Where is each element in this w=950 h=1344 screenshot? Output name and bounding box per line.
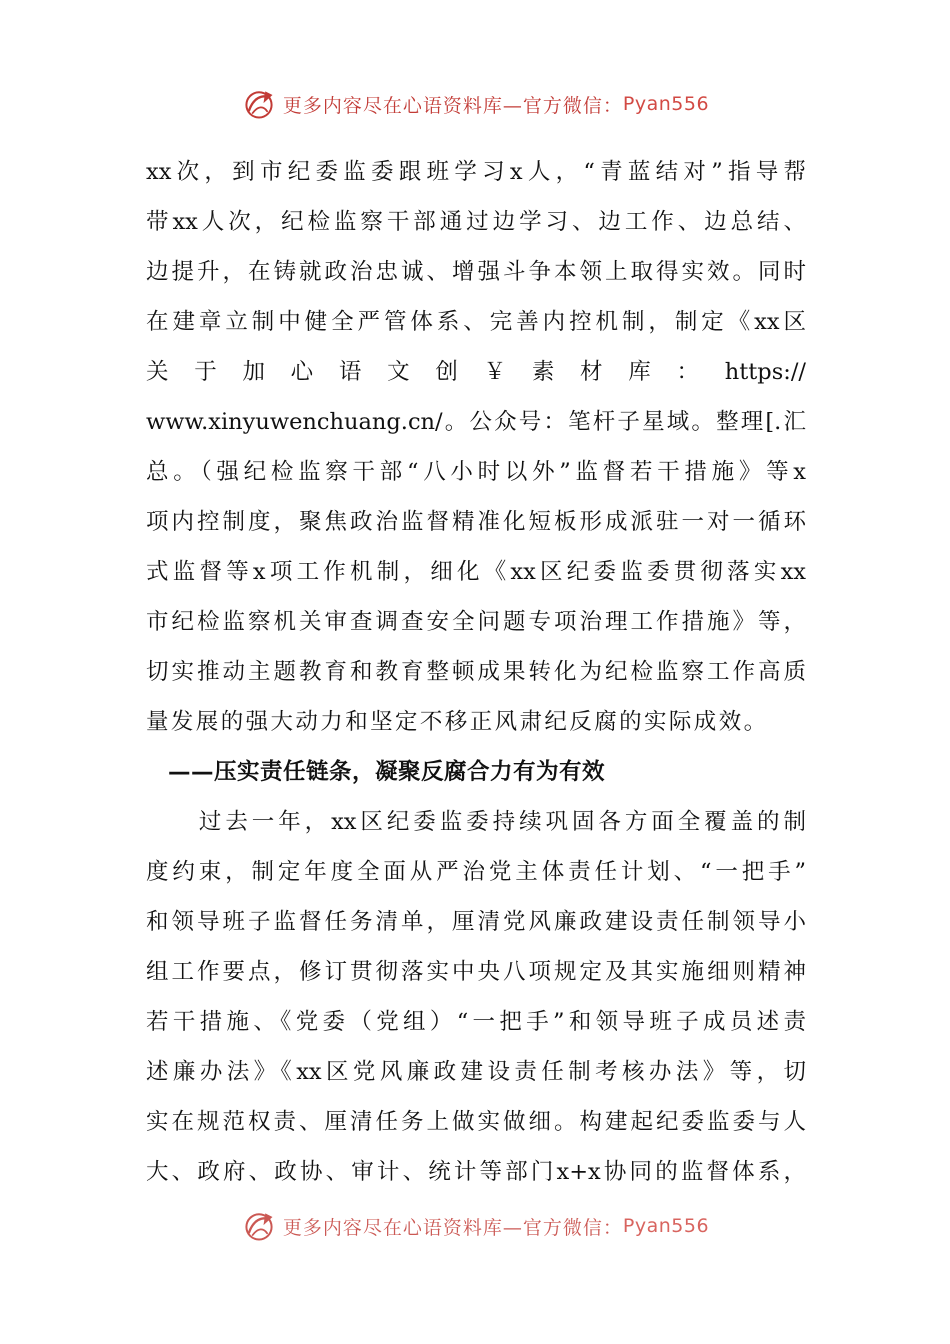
body-line: 在建章立制中健全严管体系、完善内控机制，制定《xx区 xyxy=(146,309,806,335)
body-line: 边提升，在铸就政治忠诚、增强斗争本领上取得实效。同时 xyxy=(146,259,806,285)
body-line: 带xx人次，纪检监察干部通过边学习、边工作、边总结、 xyxy=(146,209,806,235)
body-line: 组工作要点，修订贯彻落实中央八项规定及其实施细则精神 xyxy=(146,959,806,985)
body-line: 量发展的强大动力和坚定不移正风肃纪反腐的实际成效。 xyxy=(146,709,769,735)
header-watermark xyxy=(0,84,950,124)
watermark-handle: Pyan556 xyxy=(622,93,710,115)
calligraphy-logo-icon xyxy=(241,1208,277,1244)
body-line: 度约束，制定年度全面从严治党主体责任计划、“一把手” xyxy=(146,859,806,885)
body-line: 总。（强纪检监察干部“八小时以外”监督若干措施》等x xyxy=(146,459,806,485)
body-line: 过去一年，xx区纪委监委持续巩固各方面全覆盖的制 xyxy=(146,809,806,835)
calligraphy-logo-icon xyxy=(241,86,277,122)
body-line: www.xinyuwenchuang.cn/。公众号：笔杆子星域。整理[.汇 xyxy=(146,409,806,435)
body-line: 和领导班子监督任务清单，厘清党风廉政建设责任制领导小 xyxy=(146,909,806,935)
section-heading: ——压实责任链条，凝聚反腐合力有为有效 xyxy=(168,759,606,785)
body-line: xx次，到市纪委监委跟班学习x人，“青蓝结对”指导帮 xyxy=(146,159,806,185)
body-line: 若干措施、《党委（党组）“一把手”和领导班子成员述责 xyxy=(146,1009,806,1035)
body-line: 项内控制度，聚焦政治监督精准化短板形成派驻一对一循环 xyxy=(146,509,806,535)
body-line: 大、政府、政协、审计、统计等部门x+x协同的监督体系， xyxy=(146,1159,806,1185)
document-body xyxy=(146,147,806,1197)
body-line: 切实推动主题教育和教育整顿成果转化为纪检监察工作高质 xyxy=(146,659,806,685)
body-line: 实在规范权责、厘清任务上做实做细。构建起纪委监委与人 xyxy=(146,1109,806,1135)
footer-watermark xyxy=(0,1206,950,1246)
watermark-text: 更多内容尽在心语资料库—官方微信： xyxy=(282,94,623,117)
watermark-text: 更多内容尽在心语资料库—官方微信： xyxy=(282,1216,623,1239)
watermark-handle: Pyan556 xyxy=(622,1215,710,1237)
body-line: 式监督等x项工作机制，细化《xx区纪委监委贯彻落实xx xyxy=(146,559,806,585)
body-line: 关 于 加 心 语 文 创 ￥ 素 材 库 ： https:// xyxy=(146,359,806,385)
body-line: 市纪检监察机关审查调查安全问题专项治理工作措施》等， xyxy=(146,609,806,635)
body-line: 述廉办法》《xx区党风廉政建设责任制考核办法》等，切 xyxy=(146,1059,806,1085)
